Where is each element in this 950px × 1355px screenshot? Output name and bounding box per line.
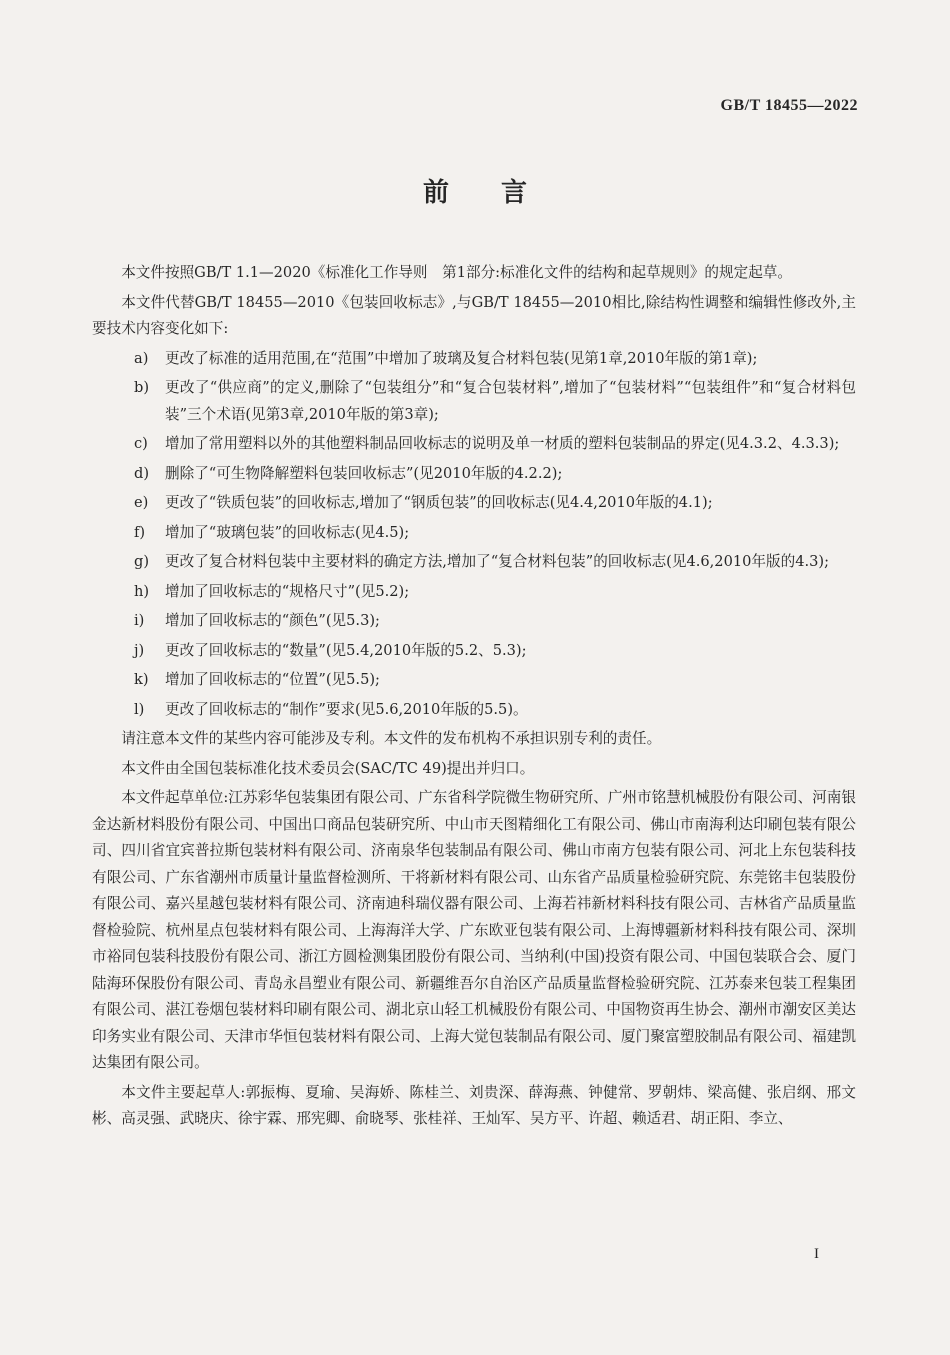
page-number: I <box>814 1246 819 1262</box>
changes-list <box>92 346 856 724</box>
document-body <box>92 260 856 1136</box>
list-item-label: f) <box>134 523 146 541</box>
list-item-label: b) <box>134 379 150 396</box>
list-item-text: 增加了回收标志的“位置”(见5.5); <box>165 671 380 688</box>
list-item-text: 增加了回收标志的“规格尺寸”(见5.2); <box>165 582 410 600</box>
list-item-text: 更改了标准的适用范围,在“范围”中增加了玻璃及复合材料包装(见第1章,2010年版的第1章); <box>165 349 758 367</box>
paragraph-committee: 本文件由全国包装标准化技术委员会(SAC/TC 49)提出并归口。 <box>121 759 535 777</box>
paragraph-patent-notice: 请注意本文件的某些内容可能涉及专利。本文件的发布机构不承担识别专利的责任。 <box>121 730 662 747</box>
list-item-text: 更改了回收标志的“数量”(见5.4,2010年版的5.2、5.3); <box>165 641 527 659</box>
list-item-text: 更改了“供应商”的定义,删除了“包装组分”和“复合包装材料”,增加了“包装材料”“包装组件”和“复合材料包装”三个术语(见第3章,2010年版的第3章); <box>165 379 856 423</box>
paragraph-drafting-rules: 本文件按照GB/T 1.1—2020《标准化工作导则 第1部分:标准化文件的结构和起草规则》的规定起草。 <box>121 264 792 281</box>
list-item-text: 更改了复合材料包装中主要材料的确定方法,增加了“复合材料包装”的回收标志(见4.6,2010年版的4.3); <box>165 553 830 570</box>
list-item <box>92 697 856 724</box>
list-item-label: g) <box>134 553 150 570</box>
list-item <box>92 431 856 458</box>
list-item-text: 更改了“铁质包装”的回收标志,增加了“钢质包装”的回收标志(见4.4,2010年版的4.1); <box>165 494 713 511</box>
list-item <box>92 461 856 488</box>
paragraph-drafters: 本文件主要起草人:郭振梅、夏瑜、吴海娇、陈桂兰、刘贵深、薛海燕、钟健常、罗朝炜、梁高健、张启纲、邢文彬、高灵强、武晓庆、徐宇霖、邢宪卿、俞晓琴、张桂祥、王灿军、吴方平、许超、赖适君、胡正阳、李立、 <box>92 1083 856 1127</box>
list-item-label: d) <box>134 464 150 482</box>
list-item-text: 增加了“玻璃包装”的回收标志(见4.5); <box>165 523 410 541</box>
list-item-text: 更改了回收标志的“制作”要求(见5.6,2010年版的5.5)。 <box>165 700 528 718</box>
paragraph-drafting-units: 本文件起草单位:江苏彩华包装集团有限公司、广东省科学院微生物研究所、广州市铭慧机械股份有限公司、河南银金达新材料股份有限公司、中国出口商品包装研究所、中山市天图精细化工有限公司、佛山市南海利达印刷包装有限公司、四川省宜宾普拉斯包装材料有限公司、济南泉华包装制品有限公司、佛山市南方包装有限公司、河北上东包装科技有限公司、广东省潮州市质量计量监督检测所、干将新材料有限公司、山东省产品质量检验研究院、东莞铭丰包装股份有限公司、嘉兴星越包装材料有限公司、济南迪科瑞仪器有限公司、上海若祎新材料科技有限公司、吉林省产品质量监督检验院、杭州星点包装材料有限公司、上海海洋大学、广东欧亚包装有限公司、上海博疆新材料科技有限公司、深圳市裕同包装科技股份有限公司、浙江方圆检测集团股份有限公司、当纳利(中国)投资有限公司、中国包装联合会、厦门陆海环保股份有限公司、青岛永昌塑业有限公司、新疆维吾尔自治区产品质量监督检验研究院、江苏泰来包装工程集团有限公司、湛江卷烟包装材料印刷有限公司、湖北京山轻工机械股份有限公司、中国物资再生协会、潮州市潮安区美达印务实业有限公司、天津市华恒包装材料有限公司、上海大觉包装制品有限公司、厦门聚富塑胶制品有限公司、福建凯达集团有限公司。 <box>92 789 856 1071</box>
standard-code: GB/T 18455—2022 <box>720 97 858 114</box>
list-item-label: l) <box>134 700 145 718</box>
list-item <box>92 490 856 517</box>
list-item-label: e) <box>134 494 149 511</box>
list-item-text: 增加了常用塑料以外的其他塑料制品回收标志的说明及单一材质的塑料包装制品的界定(见4.3.2、4.3.3); <box>165 435 840 452</box>
list-item <box>92 579 856 606</box>
list-item <box>92 608 856 635</box>
list-item-label: h) <box>134 582 150 600</box>
list-item-label: a) <box>134 349 149 367</box>
list-item-label: k) <box>134 671 149 688</box>
list-item-label: j) <box>134 641 145 659</box>
page-title: 前言 <box>422 178 579 208</box>
list-item-label: i) <box>134 612 145 629</box>
list-item <box>92 638 856 665</box>
list-item <box>92 667 856 694</box>
list-item-label: c) <box>134 435 148 452</box>
list-item <box>92 549 856 576</box>
list-item <box>92 346 856 373</box>
list-item-text: 增加了回收标志的“颜色”(见5.3); <box>165 612 380 629</box>
list-item-text: 删除了“可生物降解塑料包装回收标志”(见2010年版的4.2.2); <box>165 464 563 482</box>
list-item <box>92 375 856 428</box>
list-item <box>92 520 856 547</box>
paragraph-replacement: 本文件代替GB/T 18455—2010《包装回收标志》,与GB/T 18455—2010相比,除结构性调整和编辑性修改外,主要技术内容变化如下: <box>92 293 856 337</box>
